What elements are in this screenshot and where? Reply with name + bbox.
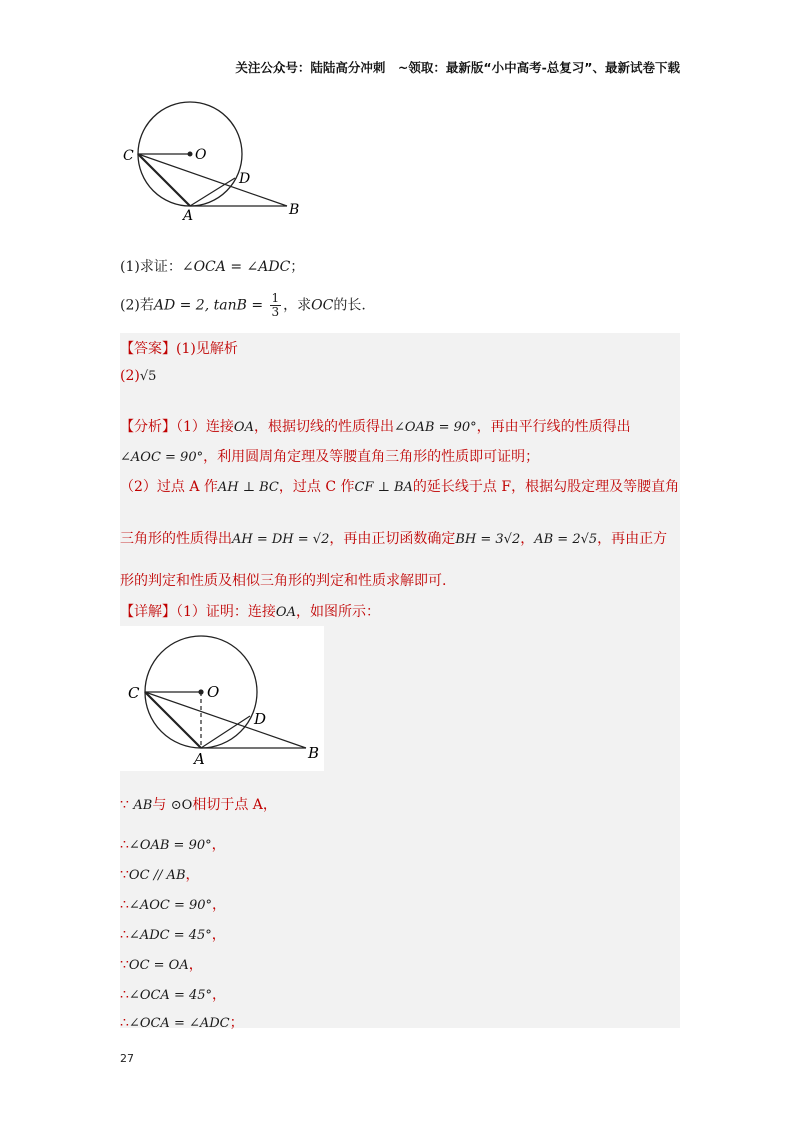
- label-a: A: [183, 208, 194, 224]
- label-o: O: [195, 147, 207, 163]
- geometry-figure-2-frame: [120, 626, 324, 771]
- label-b: B: [289, 202, 300, 218]
- center-dot: [188, 152, 193, 157]
- geometry-figure-2: [120, 626, 324, 771]
- detail-step-2: ∵OC // AB，: [120, 867, 200, 883]
- svg-text:O: O: [207, 683, 220, 701]
- answer-line-1: 【答案】(1)见解析: [120, 341, 238, 357]
- analysis-line-4: 三角形的性质得出AH = DH = √2，再由正切函数确定BH = 3√2，AB = 2√5，再由正方: [120, 531, 668, 547]
- question-2: (2)若AD = 2, tanB = $\frac{1}{3}$ ，求OC的长.: [120, 291, 366, 319]
- question-1-math: ∠OCA = ∠ADC: [181, 259, 291, 275]
- page-header: 关注公众号：陆陆高分冲刺 ~领取：最新版“小中高考-总复习”、最新试卷下载: [235, 60, 680, 75]
- label-c: C: [123, 148, 134, 164]
- svg-text:B: B: [308, 744, 320, 762]
- svg-text:D: D: [254, 710, 267, 728]
- label-d: D: [239, 171, 251, 187]
- detail-step-6: ∴∠OCA = 45°，: [120, 987, 227, 1003]
- analysis-line-3: （2）过点 A 作AH ⊥ BC，过点 C 作CF ⊥ BA的延长线于点 F，根据勾股定理及等腰直角: [120, 479, 680, 495]
- analysis-line-2: ∠AOC = 90°，利用圆周角定理及等腰直角三角形的性质即可证明；: [120, 449, 540, 465]
- geometry-figure-1: [115, 96, 315, 226]
- detail-step-3: ∴∠AOC = 90°，: [120, 897, 227, 913]
- detail-step-4: ∴∠ADC = 45°，: [120, 927, 226, 943]
- fraction-one-third: $\frac{1}{3}$: [271, 291, 280, 319]
- svg-text:A: A: [194, 750, 205, 768]
- answer-line-2: (2)√5: [120, 368, 157, 384]
- question-1: (1)求证：∠OCA = ∠ADC；: [120, 259, 305, 275]
- analysis-line-1: 【分析】（1）连接OA，根据切线的性质得出∠OAB = 90°，再由平行线的性质得出: [120, 419, 631, 435]
- analysis-line-5: 形的判定和性质及相似三角形的判定和性质求解即可.: [120, 573, 447, 589]
- detail-step-tangent: ∵ AB与 ⊙O相切于点 A，: [120, 797, 277, 813]
- detail-intro: 【详解】（1）证明：连接OA，如图所示：: [120, 604, 380, 620]
- svg-text:C: C: [128, 684, 140, 702]
- page-number: 27: [120, 1052, 134, 1065]
- detail-step-1: ∴∠OAB = 90°，: [120, 837, 226, 853]
- detail-step-5: ∵OC = OA，: [120, 957, 203, 973]
- detail-step-7: ∴∠OCA = ∠ADC；: [120, 1015, 244, 1031]
